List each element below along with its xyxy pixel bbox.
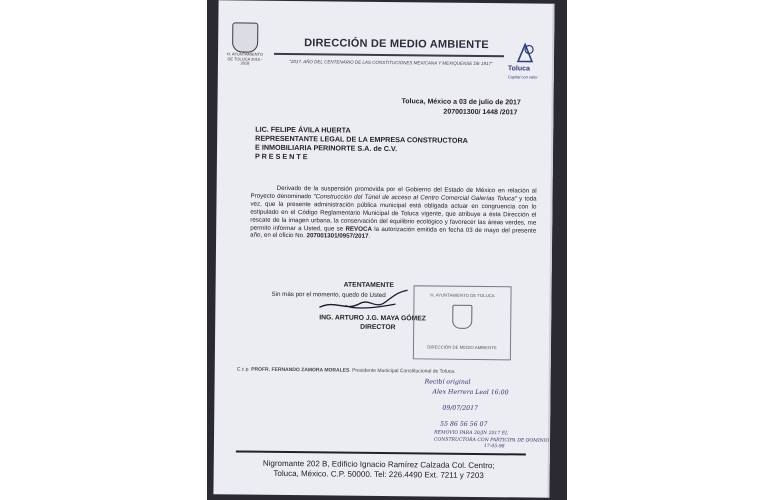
stamp-crest-icon bbox=[452, 305, 472, 329]
department-title: DIRECCIÓN DE MEDIO AMBIENTE bbox=[304, 37, 489, 52]
handwritten-note-2: CONSTRUCTORA CON PARTICIPA DE DOMINIO bbox=[433, 437, 550, 444]
addressee-name: LIC. FELIPE ÁVILA HUERTA bbox=[255, 124, 351, 135]
dateline: Toluca, México a 03 de julio de 2017 bbox=[401, 98, 521, 107]
footer-contact: Toluca, México. C.P. 50000. Tel: 226.4490 Ext. 7211 y 7203 bbox=[273, 468, 484, 481]
closing-line: Sin más por el momento, quedo de Usted bbox=[271, 290, 386, 300]
addressee-presente: P R E S E N T E bbox=[254, 151, 308, 162]
cc-prefix: C.c.p. bbox=[236, 366, 252, 373]
body-text-1: Derivado de la suspensión promovida por el Gobierno del Estado de México en relación al Proyecto denominado bbox=[250, 184, 537, 201]
handwritten-date: 09/07/2017 bbox=[442, 404, 479, 412]
handwritten-note-1: REMOVIO PARA 30/JN 2017 EL bbox=[434, 430, 509, 437]
cc-name: PROFR. FERNANDO ZAMORA MORALES bbox=[251, 366, 350, 374]
prior-oficio-number: 207001301/0957/2017 bbox=[306, 232, 369, 241]
project-name: "Construcción del Túnel de acceso al Centro Comercial Galerías Toluca" bbox=[313, 193, 517, 203]
crest-caption: H. AYUNTAMIENTO DE TOLUCA 2016 - 2018 bbox=[226, 51, 264, 66]
footer-address: Nigromante 202 B, Edificio Ignacio Ramírez Calzada Col. Centro; bbox=[262, 458, 495, 471]
signer-title: DIRECTOR bbox=[360, 323, 396, 332]
body-text-4: . bbox=[368, 233, 371, 241]
year-motto: "2017. AÑO DEL CENTENARIO DE LAS CONSTITUCIONES MEXICANA Y MEXIQUENSE DE 1917" bbox=[289, 58, 493, 67]
addressee-role: REPRESENTANTE LEGAL DE LA EMPRESA CONSTRUCTORA bbox=[255, 133, 468, 145]
reception-stamp bbox=[413, 285, 512, 360]
letter-page bbox=[213, 0, 554, 497]
addressee-company: E INMOBILIARIA PERINORTE S.A. de C.V. bbox=[255, 142, 398, 154]
signature-scribble bbox=[315, 285, 425, 316]
stamp-bottom-text: DIRECCIÓN DE MEDIO AMBIENTE bbox=[427, 344, 497, 351]
logo-wordmark: Toluca bbox=[507, 65, 530, 73]
header-divider bbox=[274, 53, 504, 57]
municipal-crest-icon bbox=[232, 22, 258, 52]
carbon-copy bbox=[237, 366, 456, 374]
stamp-top-text: H. AYUNTAMIENTO DE TOLUCA bbox=[430, 292, 495, 299]
signer-name: ING. ARTURO J.G. MAYA GÓMEZ bbox=[319, 314, 426, 323]
logo-slogan: Capital con valor bbox=[507, 74, 538, 80]
addressee-block bbox=[255, 125, 468, 163]
handwritten-phone: 55 86 56 56 07 bbox=[440, 420, 488, 429]
toluca-logo-icon bbox=[514, 41, 536, 63]
body-text-2: y toda vez, que la presente administración pública municipal está obligada actuar en congruencia con lo estipulado en el Código Reglamentario Municipal de Toluca vigente, que atribuye a ésta Dirección el rescate de la imagen urbana, la conservación del equilibrio ecológico y favorecer las áreas verdes, me permito informar a Usted, que se bbox=[250, 195, 537, 233]
cc-rest: . Presidente Municipal Constitucional de Toluca. bbox=[349, 367, 456, 375]
footer-divider bbox=[236, 450, 526, 455]
atentamente: ATENTAMENTE bbox=[343, 281, 394, 290]
letter-body bbox=[250, 185, 537, 243]
handwritten-note-3: 17-05-98 bbox=[483, 444, 505, 450]
reference-number: 207001300/ 1448 /2017 bbox=[443, 108, 518, 117]
revoca-word: REVOCA bbox=[345, 225, 372, 233]
handwritten-receiver: Alex Herrera Leal 16:00 bbox=[432, 388, 509, 397]
handwritten-received: Recibí original bbox=[424, 378, 471, 386]
body-text-3: la autorización emitida en fecha 03 de mayo del presente año, en el oficio No. bbox=[250, 225, 537, 240]
